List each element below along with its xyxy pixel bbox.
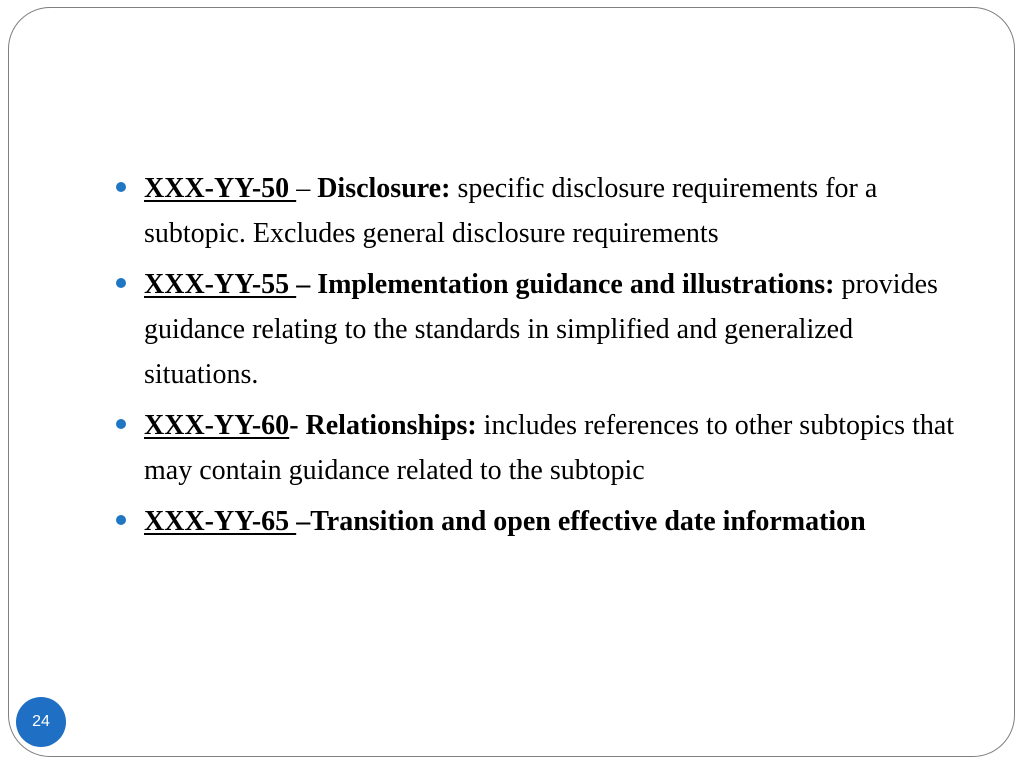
section-code: XXX-YY-55 — [144, 269, 297, 300]
item-text: provides guidance relating to the standards in simplified and generalized situations. — [144, 269, 938, 390]
separator: - — [289, 410, 306, 441]
item-text: specific disclosure requirements for a subtopic. Excludes general disclosure requirements — [144, 173, 878, 249]
list-item — [116, 499, 966, 544]
item-title: Transition and open effective date information — [310, 506, 866, 537]
list-item — [116, 262, 966, 397]
bullet-icon — [116, 182, 126, 192]
list-item — [116, 166, 966, 256]
item-title: Disclosure: — [317, 173, 451, 204]
item-text: includes references to other subtopics that may contain guidance related to the subtopic — [144, 410, 955, 486]
separator: – — [296, 173, 318, 204]
list-item — [116, 403, 966, 493]
bullet-list — [116, 166, 966, 550]
separator: – — [296, 506, 311, 537]
bullet-icon — [116, 278, 126, 288]
bullet-icon — [116, 419, 126, 429]
separator: – — [296, 269, 318, 300]
section-code: XXX-YY-65 — [144, 506, 297, 537]
item-title: Implementation guidance and illustrations: — [317, 269, 835, 300]
page-number-badge: 24 — [16, 697, 66, 747]
bullet-icon — [116, 515, 126, 525]
section-code: XXX-YY-50 — [144, 173, 297, 204]
item-title: Relationships: — [305, 410, 477, 441]
section-code: XXX-YY-60 — [144, 410, 290, 441]
